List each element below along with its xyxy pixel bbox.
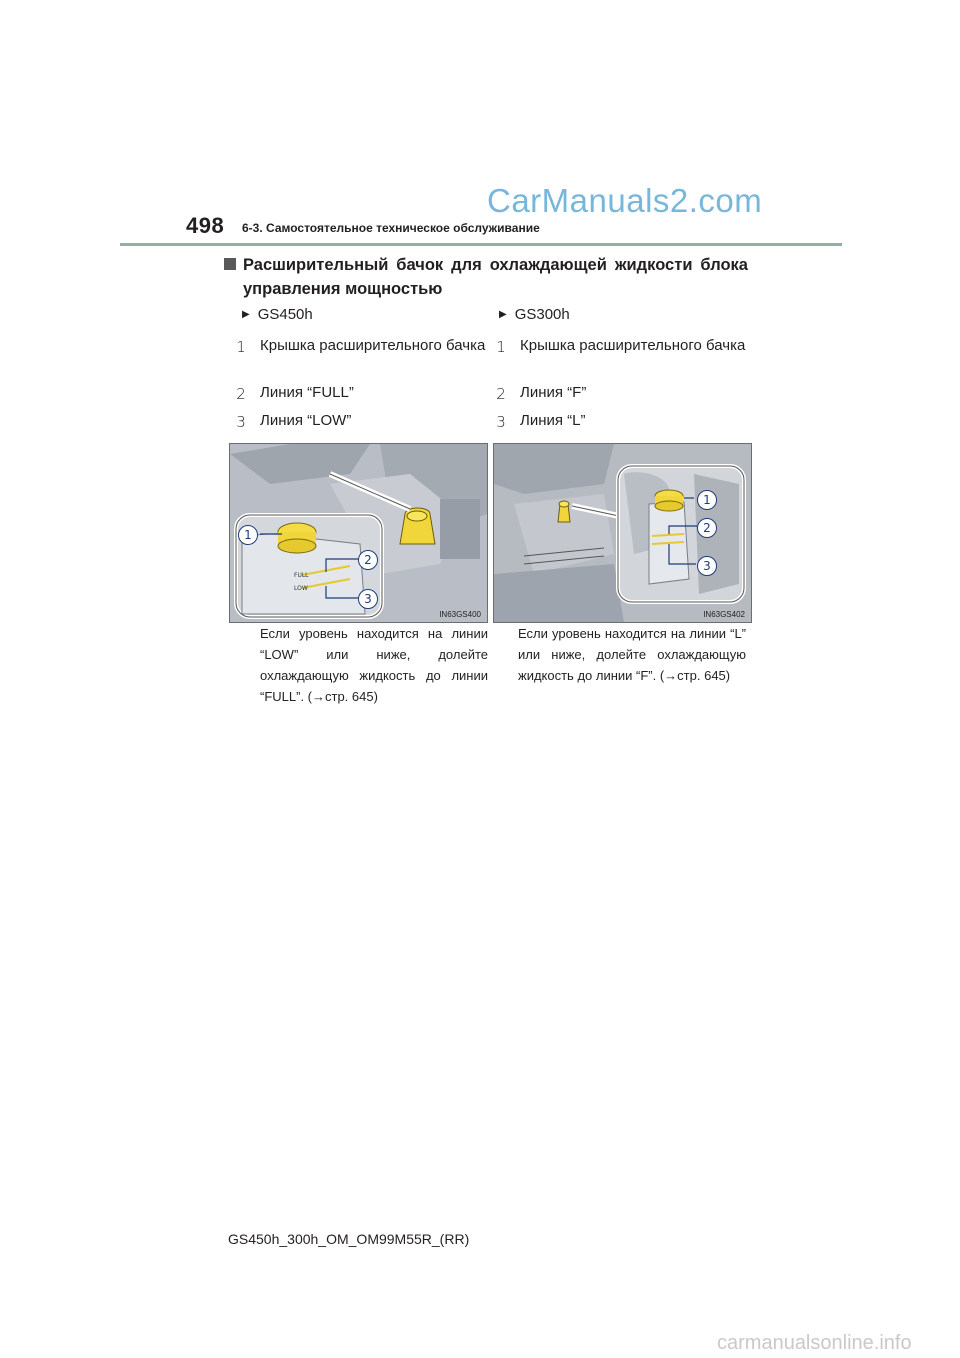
list-item-text: Линия “L” bbox=[520, 412, 586, 429]
number-3-icon: 3 bbox=[236, 413, 246, 431]
svg-text:FULL: FULL bbox=[294, 572, 309, 579]
watermark-carmanuals2: CarManuals2.com bbox=[487, 182, 763, 219]
list-item bbox=[490, 410, 746, 432]
callout-2: 2 bbox=[358, 550, 378, 570]
list-item bbox=[490, 335, 746, 379]
callout-3: 3 bbox=[697, 556, 717, 576]
list-item bbox=[490, 382, 746, 404]
number-1-icon: 1 bbox=[236, 338, 246, 356]
variant-label-left: ▶ GS450h bbox=[242, 306, 313, 323]
watermark-carmanualsonline: carmanualsonline.info bbox=[717, 1332, 912, 1354]
list-item-text: Линия “F” bbox=[520, 384, 587, 401]
engine-bay-illustration-gs300h bbox=[493, 443, 752, 623]
svg-text:LOW: LOW bbox=[294, 585, 308, 592]
figure-code: IN63GS402 bbox=[703, 610, 745, 619]
callout-2: 2 bbox=[697, 518, 717, 538]
engine-bay-illustration-gs450h bbox=[229, 443, 488, 623]
figure-code: IN63GS400 bbox=[439, 610, 481, 619]
list-item bbox=[230, 410, 486, 432]
triangle-bullet-icon: ▶ bbox=[499, 309, 507, 320]
callout-1: 1 bbox=[697, 490, 717, 510]
list-item-text: Крышка расширительного бачка bbox=[520, 337, 746, 354]
callout-3: 3 bbox=[358, 589, 378, 609]
document-id: GS450h_300h_OM_OM99M55R_(RR) bbox=[228, 1231, 470, 1247]
section-title: 6-3. Самостоятельное техническое обслуживание bbox=[242, 221, 540, 235]
number-2-icon: 2 bbox=[236, 385, 246, 403]
list-item bbox=[230, 335, 486, 379]
page-number: 498 bbox=[186, 213, 225, 238]
list-item-text: Линия “FULL” bbox=[260, 384, 354, 401]
triangle-bullet-icon: ▶ bbox=[242, 309, 250, 320]
callout-1: 1 bbox=[238, 525, 258, 545]
list-item bbox=[230, 382, 486, 404]
caption-right: Если уровень находится на линии “L” или ниже, долейте охлаждающую жидкость до линии “F”. (→стр. 645) bbox=[518, 626, 746, 683]
variant-label-right: ▶ GS300h bbox=[499, 306, 570, 323]
caption-left: Если уровень находится на линии “LOW” или ниже, долейте охлаждающую жидкость до линии “FULL”. (→стр. 645) bbox=[260, 626, 488, 704]
number-3-icon: 3 bbox=[496, 413, 506, 431]
list-item-text: Крышка расширительного бачка bbox=[260, 337, 486, 354]
number-2-icon: 2 bbox=[496, 385, 506, 403]
number-1-icon: 1 bbox=[496, 338, 506, 356]
list-item-text: Линия “LOW” bbox=[260, 412, 352, 429]
header-rule bbox=[120, 243, 842, 246]
section-heading: Расширительный бачок для охлаждающей жидкости блока управления мощностью bbox=[243, 256, 748, 298]
heading-bullet-icon bbox=[224, 258, 236, 270]
